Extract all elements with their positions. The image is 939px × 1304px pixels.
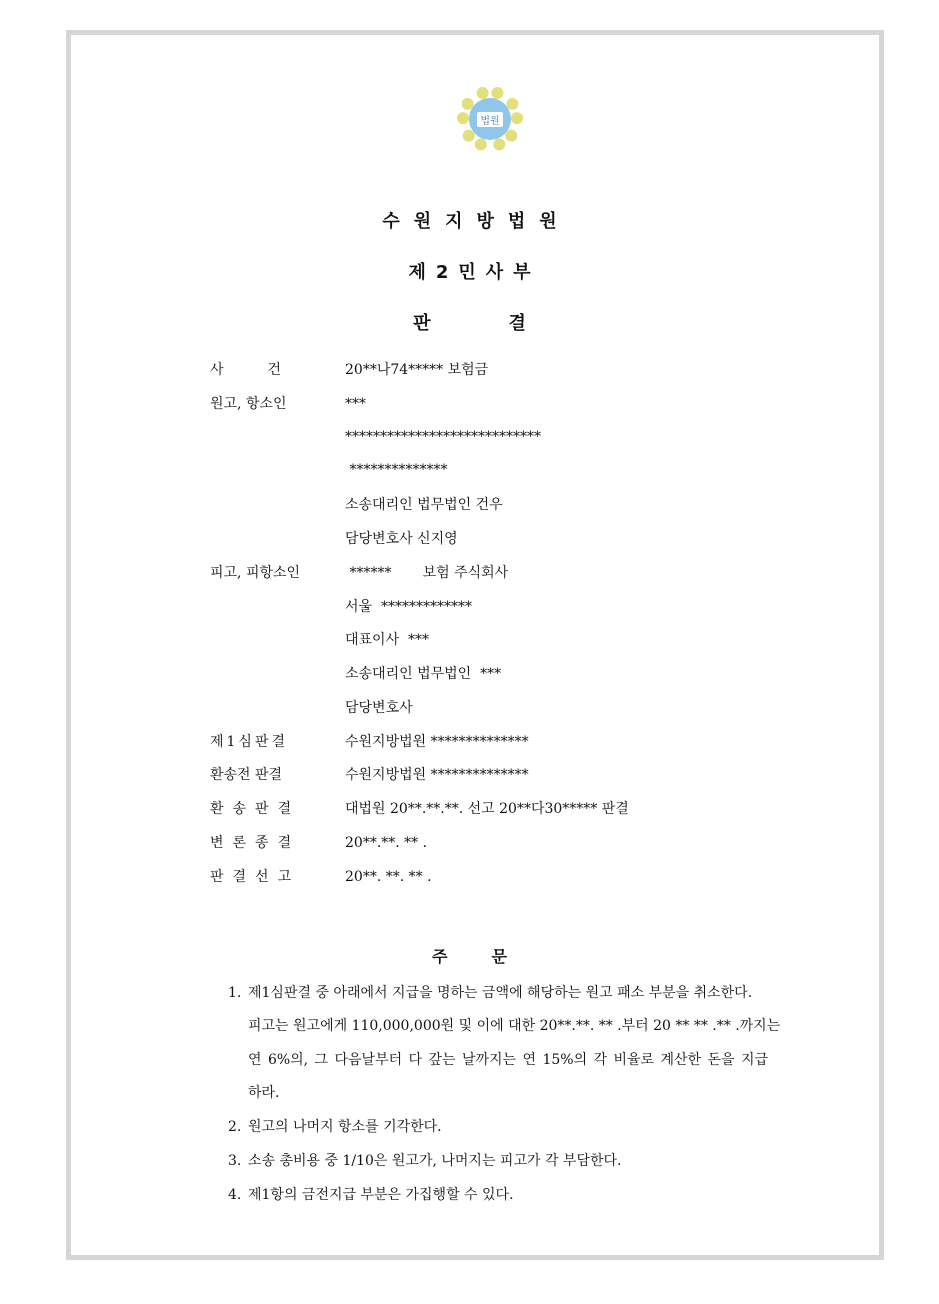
emblem-petal	[457, 112, 469, 124]
order-text: 원고의 나머지 항소를 기각한다.	[248, 1119, 442, 1135]
defendant-line: 소송대리인 법무법인 ***	[345, 666, 502, 682]
order-item-4	[228, 1183, 514, 1207]
defendant-line: 담당변호사	[345, 700, 413, 716]
plaintiff-label: 원고, 항소인	[210, 396, 287, 412]
plaintiff-line: 담당변호사 신지영	[345, 531, 458, 547]
pronounce-value: 20**. **. ** .	[345, 869, 432, 885]
plaintiff-line: **************	[345, 462, 448, 478]
division-name: 제2민사부	[408, 262, 541, 283]
order-item-1	[228, 981, 768, 1005]
emblem-petal	[493, 138, 505, 150]
defendant-label: 피고, 피항소인	[210, 565, 301, 581]
closing-value: 20**.**. ** .	[345, 835, 428, 851]
emblem-text: 법원	[480, 116, 500, 127]
defendant-line: 서울 *************	[345, 599, 472, 615]
remand-label: 환송판결	[210, 801, 301, 817]
emblem-petal	[511, 112, 523, 124]
order-text: 소송 총비용 중 1/10은 원고가, 나머지는 피고가 각 부담한다.	[248, 1153, 622, 1169]
remand-value: 대법원 20**.**.**. 선고 20**다30***** 판결	[345, 801, 629, 817]
emblem-petal	[506, 98, 518, 110]
emblem-petal	[505, 130, 517, 142]
court-emblem-icon	[455, 86, 525, 156]
order-text: 제1심판결 중 아래에서 지급을 명하는 금액에 해당하는 원고 패소 부분을 취소한다.	[248, 985, 753, 1001]
order-item-1-cont: 피고는 원고에게 110,000,000원 및 이에 대한 20**.**. ** .부터 20 ** ** .** .까지는	[248, 1018, 781, 1034]
order-heading: 주문	[432, 947, 551, 966]
emblem-petal	[475, 138, 487, 150]
defendant-line: ****** 보험 주식회사	[345, 565, 509, 581]
emblem-petal	[477, 87, 489, 99]
order-item-2	[228, 1115, 442, 1139]
pronounce-label: 판결선고	[210, 869, 301, 885]
order-number: 2.	[228, 1119, 242, 1135]
order-text: 제1항의 금전지급 부분은 가집행할 수 있다.	[248, 1187, 514, 1203]
order-item-1-cont: 연 6%의, 그 다음날부터 다 갚는 날까지는 연 15%의 각 비율로 계산한 돈을 지급	[248, 1052, 768, 1068]
plaintiff-line: 소송대리인 법무법인 건우	[345, 497, 503, 513]
plaintiff-line: ****************************	[345, 429, 541, 445]
order-number: 4.	[228, 1187, 242, 1203]
order-item-3	[228, 1149, 621, 1173]
emblem-petal	[462, 98, 474, 110]
case-value: 20**나74***** 보험금	[345, 362, 489, 378]
pre-remand-value: 수원지방법원 **************	[345, 767, 529, 783]
defendant-line: 대표이사 ***	[345, 632, 429, 648]
emblem-petal	[491, 87, 503, 99]
pre-remand-label: 환송전 판결	[210, 767, 283, 783]
case-label: 사건	[210, 362, 326, 378]
order-number: 1.	[228, 985, 242, 1001]
closing-label: 변론종결	[210, 835, 301, 851]
court-name: 수원지방법원	[382, 211, 571, 232]
first-trial-label: 제1심판결	[210, 734, 289, 750]
first-trial-value: 수원지방법원 **************	[345, 734, 529, 750]
emblem-petal	[463, 130, 475, 142]
document-type: 판결	[413, 313, 604, 334]
plaintiff-line: ***	[345, 396, 366, 412]
order-number: 3.	[228, 1153, 242, 1169]
order-item-1-cont: 하라.	[248, 1085, 280, 1101]
